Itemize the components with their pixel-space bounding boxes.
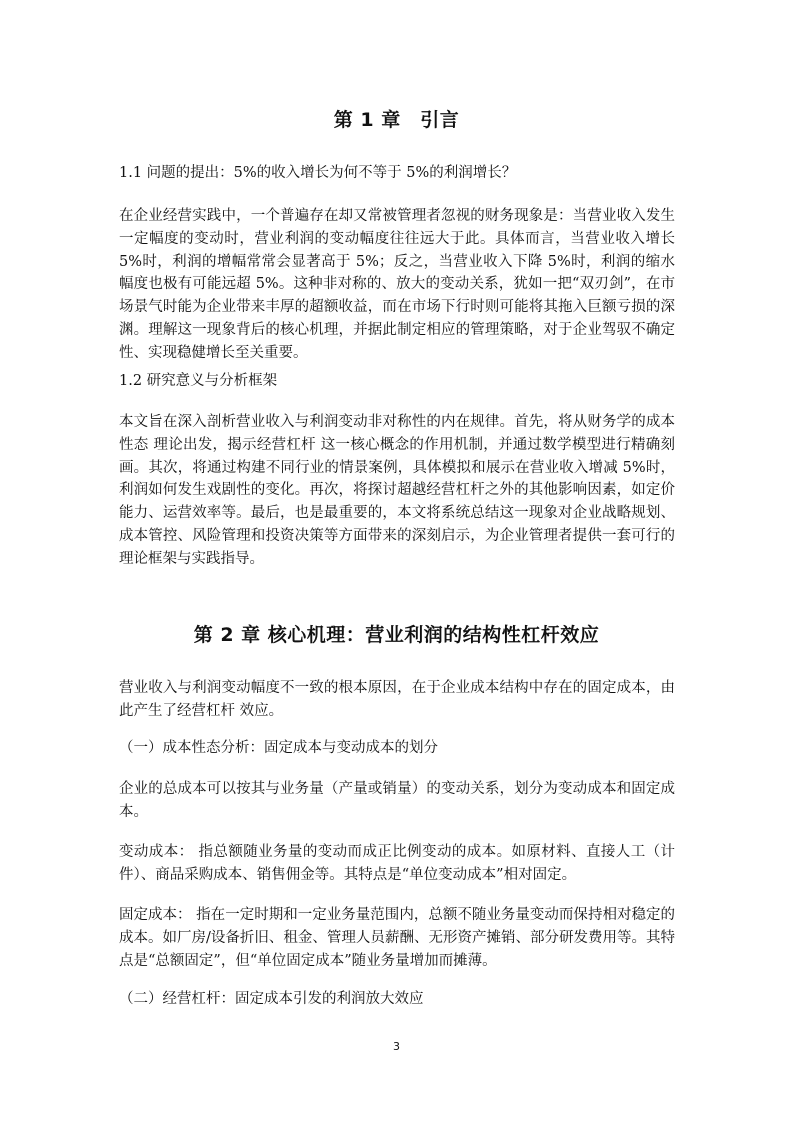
- fixed-cost-definition: 固定成本： 指在一定时期和一定业务量范围内，总额不随业务量变动而保持相对稳定的成本。如厂房/设备折旧、租金、管理人员薪酬、无形资产摊销、部分研发费用等。其特点是“总额固定”，但“单位固定成本”随业务量增加而摊薄。: [119, 907, 675, 969]
- subsection-1-paragraph: 企业的总成本可以按其与业务量（产量或销量）的变动关系，划分为变动成本和固定成本。: [119, 781, 675, 820]
- subsection-2-heading: （二）经营杠杆：固定成本引发的利润放大效应: [119, 991, 424, 1007]
- subsection-1-heading: （一）成本性态分析：固定成本与变动成本的划分: [119, 740, 438, 756]
- chapter-1-title: 第 1 章 引言: [333, 109, 460, 131]
- chapter-2-title: 第 2 章 核心机理：营业利润的结构性杠杆效应: [193, 624, 600, 646]
- page-number: 3: [393, 1040, 400, 1053]
- section-1-1-paragraph: 在企业经营实践中，一个普遍存在却又常被管理者忽视的财务现象是：当营业收入发生一定幅度的变动时，营业利润的变动幅度往往远大于此。具体而言，当营业收入增长 5%时，利润的增幅常常会显著高于 5%；反之，当营业收入下降 5%时，利润的缩水幅度也极有可能远超 5%。这种非对称的、放大的变动关系，犹如一把“双刃剑”，在市场景气时能为企业带来丰厚的超额收益，而在市场下行时则可能将其拖入巨额亏损的深渊。理解这一现象背后的核心机理，并据此制定相应的管理策略，对于企业驾驭不确定性、实现稳健增长至关重要。: [119, 208, 675, 361]
- section-1-2-heading: 1.2 研究意义与分析框架: [119, 373, 278, 389]
- chapter-2-intro: 营业收入与利润变动幅度不一致的根本原因，在于企业成本结构中存在的固定成本，由此产生了经营杠杆 效应。: [119, 680, 675, 719]
- variable-cost-definition: 变动成本： 指总额随业务量的变动而成正比例变动的成本。如原材料、直接人工（计件）、商品采购成本、销售佣金等。其特点是“单位变动成本”相对固定。: [119, 844, 675, 883]
- section-1-1-heading: 1.1 问题的提出：5%的收入增长为何不等于 5%的利润增长？: [119, 165, 517, 181]
- section-1-2-paragraph: 本文旨在深入剖析营业收入与利润变动非对称性的内在规律。首先，将从财务学的成本性态 理论出发，揭示经营杠杆 这一核心概念的作用机制，并通过数学模型进行精确刻画。其次，将通过构建不同行业的情景案例，具体模拟和展示在营业收入增减 5%时，利润如何发生戏剧性的变化。再次，将探讨超越经营杠杆之外的其他影响因素，如定价能力、运营效率等。最后，也是最重要的，本文将系统总结这一现象对企业战略规划、成本管控、风险管理和投资决策等方面带来的深刻启示，为企业管理者提供一套可行的理论框架与实践指导。: [119, 414, 675, 567]
